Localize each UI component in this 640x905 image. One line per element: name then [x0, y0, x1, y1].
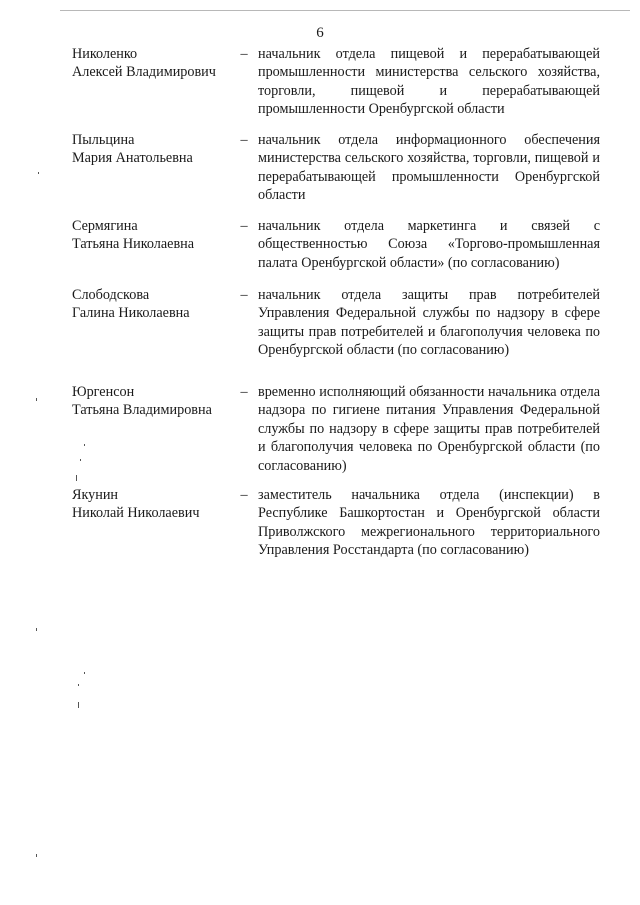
scan-speck: [76, 475, 77, 481]
scan-speck: [80, 459, 81, 461]
member-position: временно исполняющий обязанности начальника отдела надзора по гигиене питания Управления Федеральной службы по надзору в сфере защиты прав потребителей и благополучия человека по Оренбургской области (по согласованию): [258, 384, 600, 474]
member-position: начальник отдела защиты прав потребителей Управления Федеральной службы по надзору в сфере защиты прав потребителей и благополучия человека по Оренбургской области (по согласованию): [258, 287, 600, 359]
scan-speck: [36, 628, 37, 631]
member-surname: Николенко: [72, 46, 138, 62]
scan-speck: [36, 398, 37, 401]
member-surname: Слободскова: [72, 287, 150, 303]
member-given-names: Мария Анатольевна: [72, 150, 193, 167]
member-given-names: Татьяна Николаевна: [72, 236, 195, 253]
scan-speck: [36, 854, 37, 857]
member-given-names: Галина Николаевна: [72, 305, 190, 322]
member-dash: –: [240, 487, 248, 503]
member-position: заместитель начальника отдела (инспекции) в Республике Башкортостан и Оренбургской области Приволжского межрегионального территориального Управления Росстандарта (по согласованию): [258, 487, 600, 559]
member-given-names: Алексей Владимирович: [72, 64, 216, 81]
member-dash: –: [240, 132, 248, 148]
member-given-names: Николай Николаевич: [72, 505, 200, 522]
member-dash: –: [240, 384, 248, 400]
page-number: 6: [316, 25, 324, 41]
member-dash: –: [240, 218, 248, 234]
member-name: [72, 383, 232, 420]
member-position: начальник отдела информационного обеспечения министерства сельского хозяйства, торговли, пищевой и перерабатывающей промышленности Оренбургской области: [258, 132, 600, 204]
member-position: начальник отдела пищевой и перерабатывающей промышленности министерства сельского хозяйства, торговли, пищевой и перерабатывающей промышленности Оренбургской области: [258, 46, 600, 118]
scan-speck: [78, 684, 79, 686]
member-dash: –: [240, 46, 248, 62]
member-name: [72, 486, 232, 523]
member-position: начальник отдела маркетинга и связей с общественностью Союза «Торгово-промышленная палата Оренбургской области» (по согласованию): [258, 218, 600, 271]
scan-speck: [38, 172, 39, 174]
member-given-names: Татьяна Владимировна: [72, 402, 212, 419]
scan-top-edge-line: [60, 10, 630, 11]
member-surname: Юргенсон: [72, 384, 135, 400]
member-surname: Пыльцина: [72, 132, 135, 148]
scan-speck: [84, 444, 85, 446]
member-surname: Сермягина: [72, 218, 138, 234]
member-name: [72, 286, 232, 323]
scan-speck: [84, 672, 85, 674]
member-name: [72, 45, 232, 82]
member-name: [72, 217, 232, 254]
member-name: [72, 131, 232, 168]
member-surname: Якунин: [72, 487, 119, 503]
member-dash: –: [240, 287, 248, 303]
scan-speck: [78, 702, 79, 708]
